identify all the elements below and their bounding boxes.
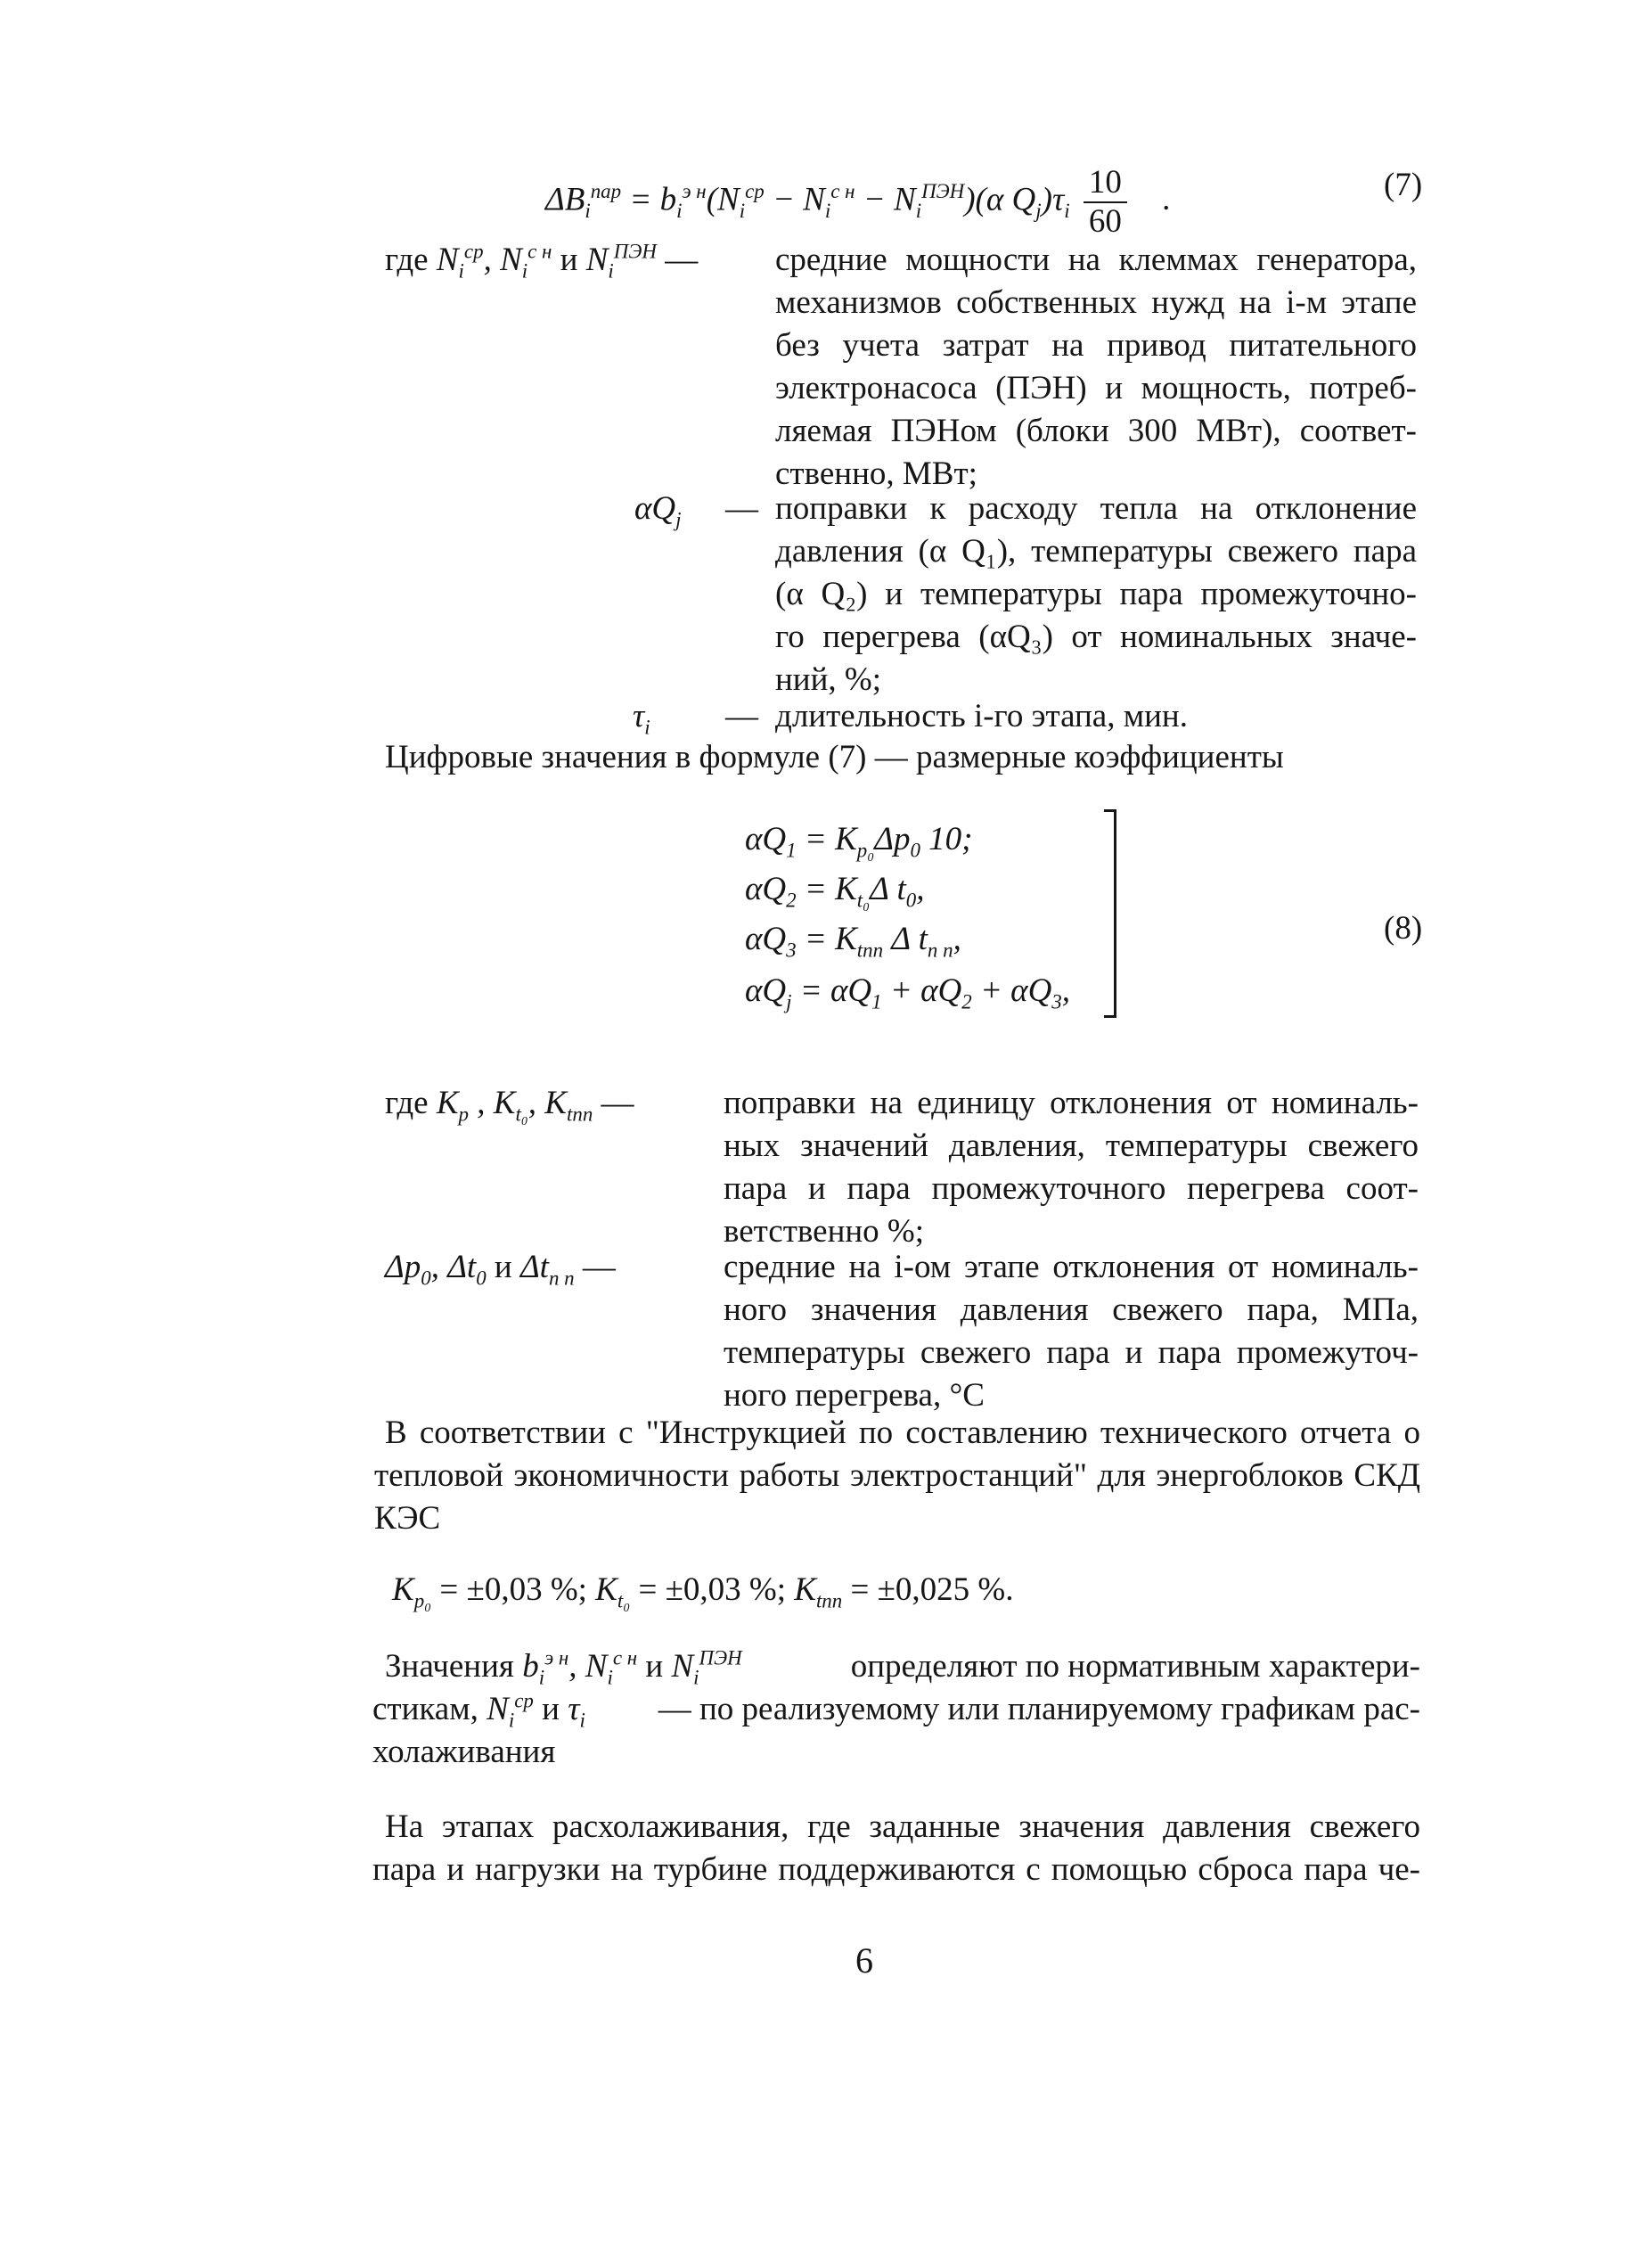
coefficients-line: $K_{p_0} = \pm 0,03$ %; $K_{t_0} = \pm 0,03$ %; $K_{tпп} = \pm 0,025$ %.: [392, 1571, 1014, 1612]
where-label-1: где $N_i^{ср}$, $N_i^{с н}$ и $N_i^{ПЭН}$ —: [385, 240, 699, 283]
tau-dash: —: [725, 698, 758, 734]
values-paragraph-line-1: Значения $b_i^{э н}$, $N_i^{с н}$ и $N_i^{ПЭН}$ определяют по нормативным характери-: [385, 1646, 1420, 1689]
where-label-2b: $\Delta p_0$, $\Delta t_0$ и $\Delta t_{п п}$ —: [385, 1249, 616, 1290]
alpha-q-dash: —: [725, 490, 758, 527]
where-1-symbols: $N_i^{ср}$, $N_i^{с н}$: [436, 240, 552, 283]
formula-7: $\Delta B_i^{пар} = b_i^{э н}(N_i^{ср} - N_i^{с н} - N_i^{ПЭН})(\alpha$ $Q_j)\tau_i$ $\frac{10}{60}$ .: [545, 164, 1171, 240]
formula-8-line-3: $\alpha Q_3 = K_{tпп}$ Δ $t_{п п}$,: [745, 921, 961, 962]
page-number: 6: [855, 1940, 873, 1980]
formula-8-number: (8): [1384, 910, 1423, 947]
instruction-paragraph: В соответствии с "Инструкцией по составлению технического отчета о тепловой экономичности работы электростанций" для энергоблоков СКД КЭС: [374, 1415, 1420, 1537]
where-1-definition-2: поправки к расходу тепла на отклонение давления (α Q₁), температуры свежего пара (α Q₂) и температуры пара промежуточно- го перегрева (αQ₃) от номинальных значе- ний, %;: [775, 490, 1417, 698]
formula-8-line-4: $\alpha Q_j = \alpha Q_1 + \alpha Q_2 + \alpha Q_3$,: [745, 972, 1071, 1013]
values-paragraph-line-3: холаживания: [372, 1734, 556, 1770]
where-2-definition-2: средние на i-ом этапе отклонения от номиналь- ного значения давления свежего пара, МПа, температуры свежего пара и пара промежуточ- ного перегрева, °С: [724, 1249, 1419, 1414]
last-paragraph: На этапах расхолаживания, где заданные значения давления свежего пара и нагрузки на турбине поддерживаются с помощью сброса пара че-: [372, 1808, 1420, 1888]
formula-8-line-1: $\alpha Q_1 = K_{p_0}\Delta p_0$ 10;: [745, 821, 973, 862]
values-paragraph-line-2: стикам, $N_i^{ср}$ и $\tau_i$ — по реализуемому или планируемому графикам рас-: [372, 1689, 1420, 1732]
where-1-definition-1: средние мощности на клеммах генератора, механизмов собственных нужд на i-м этапе без учета затрат на привод питательного электронасоса (ПЭН) и мощность, потреб- ляемая ПЭНом (блоки 300 МВт), соответ- ственно, МВт;: [775, 242, 1417, 492]
alpha-q-symbol: $\alpha Q_j$: [634, 490, 682, 531]
digits-note: Цифровые значения в формуле (7) — размерные коэффициенты: [385, 739, 1284, 775]
formula-7-number: (7): [1384, 167, 1423, 203]
tau-symbol: $\tau_i$: [633, 698, 650, 739]
where-1-definition-3: длительность i-го этапа, мин.: [775, 698, 1188, 734]
formula-8-line-2: $\alpha Q_2 = K_{t_0}\Delta$ $t_0$,: [745, 871, 925, 912]
where-2-definition-1: поправки на единицу отклонения от номиналь- ных значений давления, температуры свежего пара и пара промежуточного перегрева соот- ветственно %;: [724, 1085, 1419, 1250]
formula-7-fraction: $\frac{10}{60}$: [1084, 164, 1127, 241]
formula-8-brace: [1098, 809, 1116, 1018]
where-label-2: где $K_p$ , $K_{t_0}$, $K_{tпп}$ —: [385, 1085, 634, 1126]
